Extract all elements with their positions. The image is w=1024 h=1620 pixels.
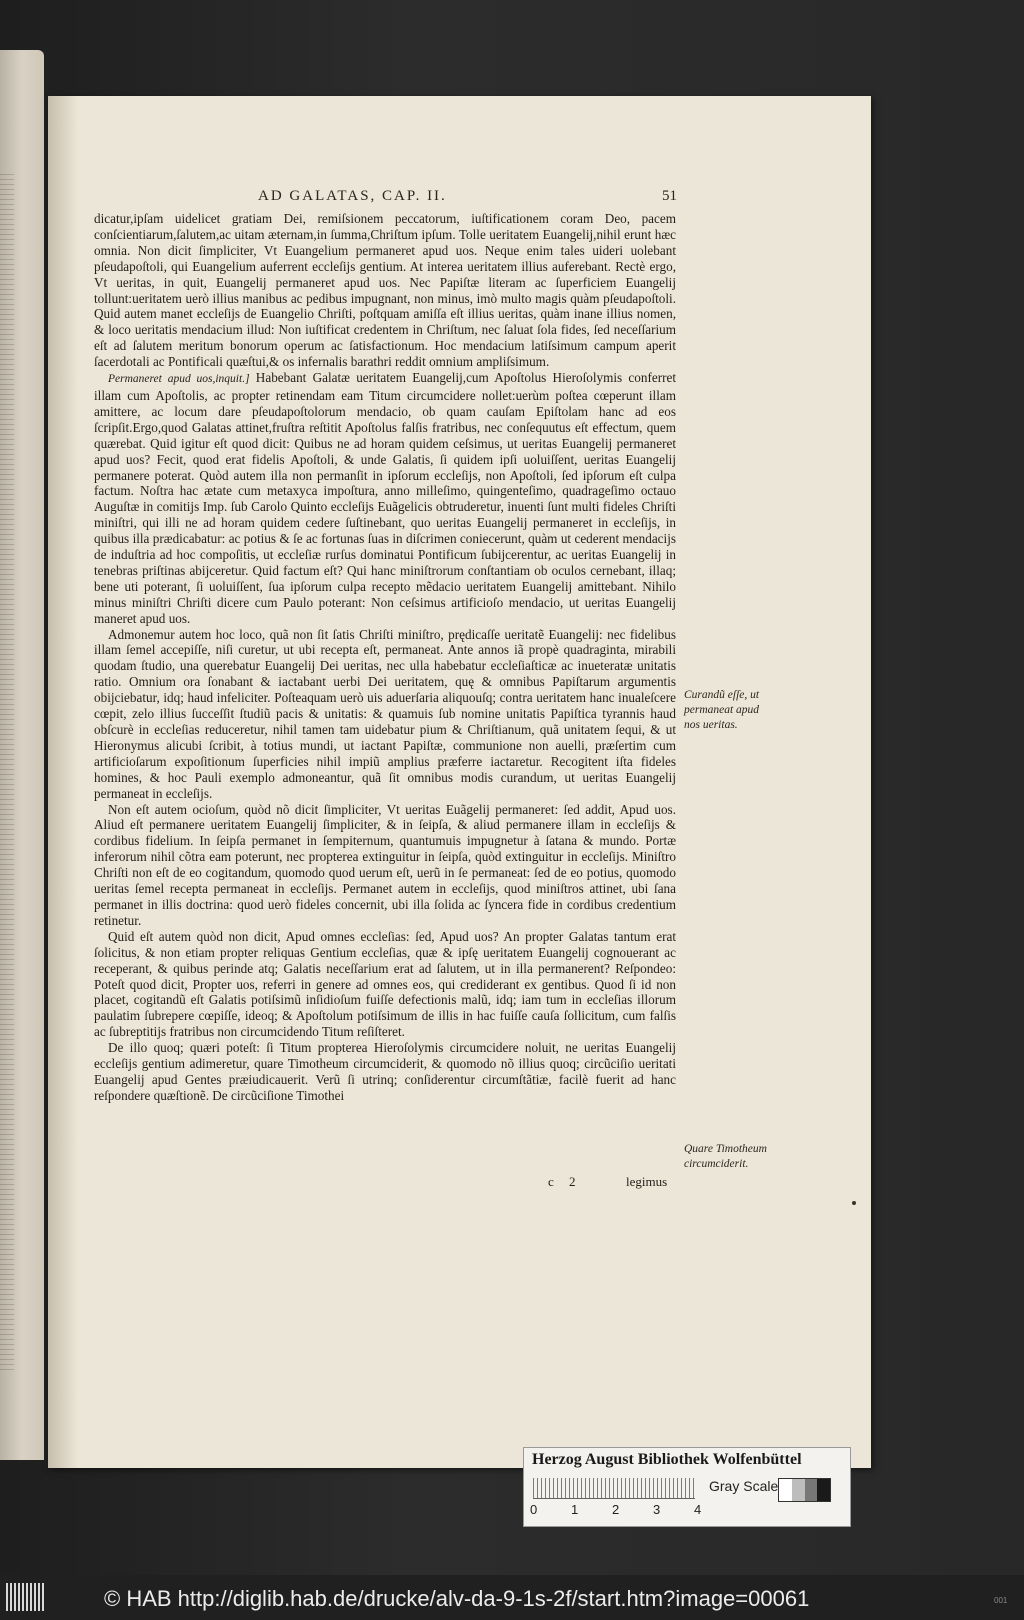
- ruler-number: 3: [653, 1502, 661, 1517]
- page-marker: 001: [994, 1596, 1008, 1605]
- signature-mark: c 2: [548, 1174, 582, 1189]
- color-reference-card: [523, 1447, 851, 1527]
- footer-bar: [0, 1575, 1024, 1620]
- footer-url-text[interactable]: © HAB http://diglib.hab.de/drucke/alv-da-9-1s-2f/start.htm?image=00061: [104, 1586, 810, 1611]
- ruler-number: 0: [530, 1502, 538, 1517]
- swatch-light-gray: [792, 1479, 805, 1501]
- gray-scale-label: Gray Scale: [709, 1478, 779, 1494]
- ruler-number: 1: [571, 1502, 579, 1517]
- paragraph-2: [94, 370, 676, 627]
- hab-logo-icon: [6, 1583, 44, 1611]
- paragraph-3: [94, 627, 676, 802]
- gray-scale-swatches: [778, 1478, 831, 1502]
- paragraph-text: Habebant Galatæ ueritatem Euangelij,cum Apoſtolus Hieroſolymis conferret illam cum Apoſtolis, ac propter retinendam eam Titum circumcidere nollet:uerùm poſtea cœperunt illam amittere, ac locum dare pſeudapoſtolorum mendacio, ob quam cauſam Epiſtolam hanc ad eos ſcripſit.Ergo,quod Galatas attinet,fruſtra reſtitit Apoſtolus falſis fratribus, nec conſequutus eſt effectum, quem quærebat. Quid igitur eſt quod dicit: Quibus ne ad horam quidem ceſsimus, ut ueritas Euangelij permaneret apud uos? Fecit, quod erat fidelis Apoſtoli, & unde Galatis, ſi quidem ipſi uoluiſſent, ueritas Euangelij permanere poterat. Quòd autem illa non permanſit in ipſorum eccleſijs, non Apoſtoli, ſed ipſorum eſt culpa factum. Noſtra hac ætate cum metaxyca impoſtura, anno milleſimo, quingenteſimo, quadrageſimo octauo Auguſtæ in comitijs Imp. ſub Carolo Quinto eccleſijs Euãgelicis obtruderetur, inuenti ſunt multi fideles Chriſti miniſtri, qui illi ne ad horam quidem cedere ſuſtinebant, quo ueritas Euangelij permaneret in eccleſijs, in quibus illa prædicabatur: ac potius & ſe ac fortunas ſuas in diſcrimen coniecerunt, quàm ut cederent mendacijs de induſtria ad hoc compoſitis, ut eccleſiæ rurſus dominatui Pontificum ſubijcerentur, ac ueritas Euangelij in tenebras priſtinas abijceretur. Quid factum eſt? Qui hanc miniſtrorum conſtantiam ob oculos cernebant, illaq; bene uti poterant, ſi uoluiſſent, ſua ipſorum culpa recepto mẽdacio ueritatem Euangelij amittebant. Nihilo minus miniſtri Chriſti dicere cum Paulo poterant: Non ceſsimus artificioſo mendacio, ut ueritas Euangelij maneret apud uos.: [94, 370, 676, 626]
- paragraph-4: [94, 802, 676, 929]
- marginal-note-2: Quare Timotheum circumciderit.: [684, 1143, 767, 1170]
- swatch-dark-gray: [805, 1479, 818, 1501]
- folio-number: 51: [662, 188, 677, 204]
- paragraph-1: [94, 211, 676, 370]
- swatch-black: [817, 1479, 830, 1501]
- library-name: Herzog August Bibliothek Wolfenbüttel: [532, 1451, 802, 1468]
- paragraph-text: Admonemur autem hoc loco, quã non ſit ſatis Chriſti miniſtro, prędicaſſe ueritatẽ Euangelij: nec fidelibus illam ſemel accepiſſe, niſi curetur, ut ubi recepta eſt, permaneat. Ante annos iã propè quadraginta, mirabili quodam ſtudio, una querebatur Euangelij Dei ueritas, nec ulla habebatur eccleſiaſticæ ac inueteratæ unitatis ratio. Omnium ora ſonabant & iactabant uerbi Dei ueritatem, quę & omnibus Papiſtarum argumentis obijciebatur, idq; haud infeliciter. Poſteaquam uerò uis aduerſaria aliquouſq; contra ueritatem hanc inualeſcere cœpit, zelo illius ſucceſſit ſtudiũ pacis & unitatis: & quamuis ſub nomine unitatis Papiſtica tyrannis haud obſcurè in eccleſias reduceretur, nihil tamen tam uidebatur pium & Chriſtianum, quã unitatem ſequi, & ut Hieronymus alicubi ſcribit, à totius mundi, ut iactant Papiſtæ, communione non auelli, præſertim cum artificioſarum expoſitionum ſuperficies nihil impiũ amplius præferre iactaretur. Recogitent iſta fideles homines, & hoc Pauli exemplo admoneantur, quã ſit omnibus modis curandum, ut ueritas Euangelij permaneat in eccleſijs.: [94, 626, 676, 801]
- scale-ruler: [533, 1478, 695, 1499]
- ruler-number: 2: [612, 1502, 620, 1517]
- ink-speck: [852, 1201, 856, 1205]
- main-text-block: [94, 211, 676, 1104]
- catchword: legimus: [626, 1174, 668, 1189]
- paragraph-text: dicatur,ipſam uidelicet gratiam Dei, remiſsionem peccatorum, iuſtificationem coram Deo, pacem conſcientiarum,ſalutem,ac uitam æternam,in ſumma,Chriſtum ipſum. Tolle ueritatem Euangelij,nihil erunt hæc omnia. Non dicit ſimpliciter, Vt Euangelium permaneret apud uos. Neque enim tales uideri uolebant pſeudapoſtoli, qui Euangelium auferrent eccleſijs gentium. At interea ueritatem illius auferebant. Rectè ergo, Vt ueritas, in quit, Euangelij permaneret apud uos. Nec Papiſtæ literam ac ſuperficiem Euangelij tollunt:ueritatem uerò illius manibus ac pedibus impugnant, non minus, imò multo magis quàm pſeudapoſtoli. Quid autem manet eccleſijs de Euangelio Chriſti, poſtquam amiſſa eſt illius ueritas, quàm inane illius nomen, & loco ueritatis mendacium illud: Non iuſtificat credentem in Chriſtum, nec ſaluat ſola fides, ſed neceſſarium eſt ad ſalutem meritum bonorum operum ac ſatisfactionum. Hoc mendacium latiſsimum campum aperit ſacerdotali ac Pontificali quæſtui,& os infernalis barathri reddit omnium ampliſsimum.: [94, 211, 676, 370]
- page-edge-texture: [0, 170, 14, 1370]
- lemma: Permaneret apud uos,inquit.]: [108, 373, 250, 386]
- swatch-white: [779, 1479, 792, 1501]
- page-gutter-shadow: [48, 96, 78, 1468]
- ruler-number: 4: [694, 1502, 702, 1517]
- paragraph-6: [94, 1040, 676, 1104]
- paragraph-text: Quid eſt autem quòd non dicit, Apud omnes eccleſias: ſed, Apud uos? An propter Galatas tantum erat ſolicitus, & non etiam propter reliquas Gentium eccleſias, quæ & ipſę ueritatem Euangelij cognouerant ac receperant, & quibus perinde atq; Galatis neceſſarium erat ad ſalutem, ut in illa permanerent? Reſpondeo: Poteſt quod dicit, Propter uos, referri in genere ad omnes eos, qui crediderant ex gentibus. Quod ſi id non placet, cogitandũ eſt Galatis potiſsimũ inſidioſum fuiſſe defectionis malũ, idq; iam tum in eccleſias illorum paulatim ſubrepere cœpiſſe, ideoq; & Apoſtolum potiſsimum de illis in hac fuiſſe cauſa ſollicitum, cum falſis ac ſubreptitijs fratribus non circumcidendo Titum reſiſteret.: [94, 928, 676, 1040]
- previous-page-edge: [0, 50, 44, 1460]
- paragraph-text: De illo quoq; quæri poteſt: ſi Titum propterea Hieroſolymis circumcidere noluit, ne ueritas Euangelij eccleſijs gentium adimeretur, quare Timotheum circumciderit, & quomodo nõ illius quoq; circũciſio ueritati Euangelij apud Gentes præiudicauerit. Verũ ſi utrinq; conſiderentur circumſtãtiæ, facilè fuerit ad hanc reſpondere quæſtionẽ. De circũciſione Timothei: [94, 1040, 676, 1103]
- paragraph-text: Non eſt autem ocioſum, quòd nõ dicit ſimpliciter, Vt ueritas Euãgelij permaneret: ſed addit, Apud uos. Aliud eſt permanere ueritatem Euangelij ſimpliciter, & in ſeipſa, & aliud permanere illam in eccleſijs & cordibus fidelium. In ſeipſa permanet in ſempiternum, quantumuis impugnetur à ſatana & mundo. Portæ inferorum nihil cõtra eam poterunt, nec propterea extinguitur in ſeipſa, quòd extinguitur in eccleſijs. Miniſtro Chriſti non eſt de eo cogitandum, quomodo quod uerum eſt, uerũ in ſe permaneat: ſed de eo potius, quomodo ueritas ſemel recepta permaneat in eccleſijs. Permanet autem in eccleſijs, quod miniſtros attinet, ubi ſana permanet in illis doctrina: quod uerò fideles concernit, ubi illa ſolida ac ſyncera fide in cordibus credentium retinetur.: [94, 801, 676, 928]
- running-head: AD GALATAS, CAP. II.: [258, 188, 447, 204]
- marginal-note-1: Curandũ eſſe, ut permaneat apud nos ueritas.: [684, 689, 760, 731]
- paragraph-5: [94, 929, 676, 1040]
